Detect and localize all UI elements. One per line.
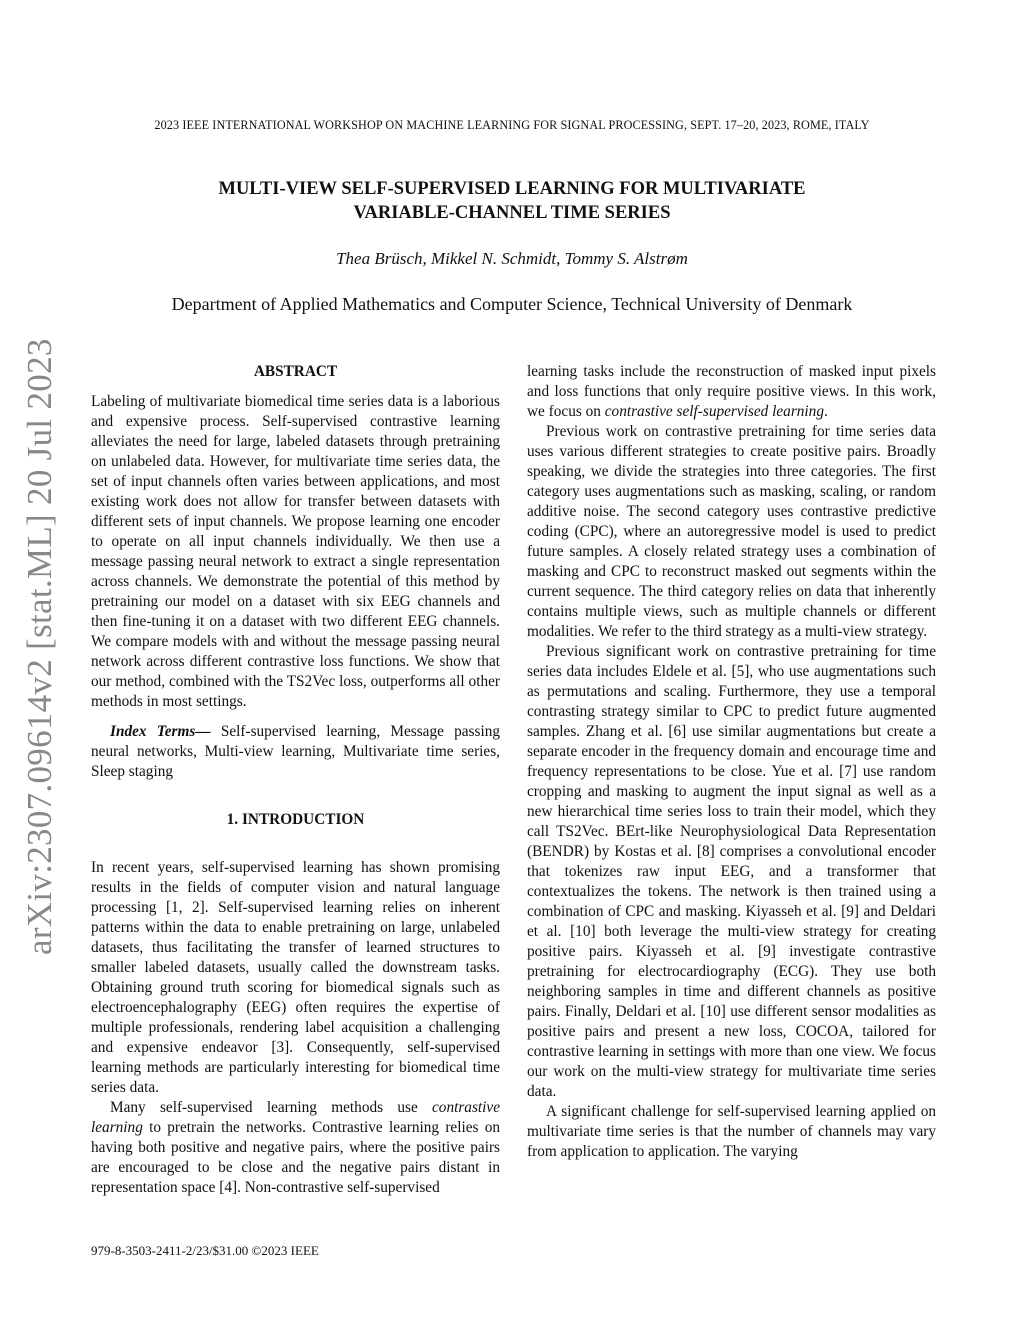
- emphasis: contrastive self-supervised learning: [604, 403, 824, 420]
- text-span: to pretrain the networks. Contrastive learning relies on having both positive and negative pairs, where the positive pairs are encouraged to be close and the negative pairs distant in representation space [4]. Non-contrastive self-supervised: [91, 1119, 500, 1196]
- conference-header: 2023 IEEE INTERNATIONAL WORKSHOP ON MACHINE LEARNING FOR SIGNAL PROCESSING, SEPT. 17–20, 2023, ROME, ITALY: [154, 118, 870, 132]
- title-line-1: MULTI-VIEW SELF-SUPERVISED LEARNING FOR MULTIVARIATE: [218, 179, 806, 199]
- index-terms-text: Self-supervised learning, Message passing neural networks, Multi-view learning, Multivariate time series, Sleep staging: [91, 723, 500, 780]
- intro-paragraph-3: [527, 362, 936, 422]
- emphasis: contrastive learning: [91, 1099, 500, 1136]
- affiliation: Department of Applied Mathematics and Computer Science, Technical University of Denmark: [171, 294, 853, 314]
- title-line-2: VARIABLE-CHANNEL TIME SERIES: [353, 203, 671, 223]
- left-column: [91, 362, 500, 1198]
- abstract-heading: ABSTRACT: [253, 363, 338, 380]
- copyright-footer: 979-8-3503-2411-2/23/$31.00 ©2023 IEEE: [91, 1243, 319, 1258]
- intro-heading: 1. INTRODUCTION: [226, 811, 365, 828]
- intro-paragraph-2: [91, 1098, 500, 1198]
- index-terms: [91, 722, 500, 782]
- paper-title: [0, 177, 1024, 225]
- text-span: learning tasks include the reconstruction of masked input pixels and loss functions that only require positive views. In this work, we focus on: [527, 363, 936, 420]
- index-terms-label: Index Terms—: [110, 723, 211, 740]
- intro-paragraph-4: Previous work on contrastive pretraining for time series data uses various different strategies to create positive pairs. Broadly speaking, we divide the strategies into three categories. The first category uses augmentations such as masking, scaling, or random additive noise. The second category uses contrastive predictive coding (CPC), where an autoregressive model is used to predict future samples. A closely related strategy uses a combination of masking and CPC to reconstruct masked out segments within the current sequence. The third category relies on data that inherently contains multiple views, such as multiple channels or different modalities. We refer to the third strategy as a multi-view strategy.: [527, 423, 936, 640]
- arxiv-stamp: arXiv:2307.09614v2 [stat.ML] 20 Jul 2023: [20, 338, 59, 955]
- abstract-text: Labeling of multivariate biomedical time series data is a laborious and expensive process. Self-supervised contrastive learning alleviates the need for large, labeled datasets through pretraining on unlabeled data. However, for multivariate time series data, the set of input channels often varies between applications, and most existing work does not allow for transfer between datasets with different sets of input channels. We propose learning one encoder to operate on all input channels individually. We then use a message passing neural network to extract a single representation across channels. We demonstrate the potential of this method by pretraining our model on a dataset with six EEG channels and then fine-tuning it on a dataset with two different EEG channels. We compare models with and without the message passing neural network across different contrastive loss functions. We show that our method, combined with the TS2Vec loss, outperforms all other methods in most settings.: [91, 393, 500, 710]
- authors: Thea Brüsch, Mikkel N. Schmidt, Tommy S. Alstrøm: [336, 249, 688, 268]
- intro-paragraph-1: In recent years, self-supervised learning has shown promising results in the fields of computer vision and natural language processing [1, 2]. Self-supervised learning relies on inherent patterns within the data to enable pretraining on large, unlabeled datasets, thus facilitating the transfer of learned structures to smaller labeled datasets, usually called the downstream tasks. Obtaining ground truth scoring for biomedical signals such as electroencephalography (EEG) often requires the expertise of multiple professionals, rendering label acquisition a challenging and expensive endeavor [3]. Consequently, self-supervised learning methods are particularly interesting for biomedical time series data.: [91, 859, 500, 1096]
- text-span: Many self-supervised learning methods use: [110, 1099, 433, 1116]
- text-span: .: [823, 403, 828, 420]
- right-column: [527, 362, 936, 1162]
- intro-paragraph-5: Previous significant work on contrastive pretraining for time series data includes Eldele et al. [5], who use augmentations such as permutations and scaling. Furthermore, they use a temporal contrasting strategy similar to CPC to predict future augmented samples. Zhang et al. [6] use similar augmentations but create a separate encoder in the frequency domain and encourage time and frequency representations to be close. Yue et al. [7] use random cropping and masking to augment the input signal as well as a new hierarchical time series loss to train their model, which they call TS2Vec. BErt-like Neurophysiological Data Representation (BENDR) by Kostas et al. [8] comprises a convolutional encoder that tokenizes raw input EEG, and a transformer that contextualizes the tokens. The network is then trained using a combination of CPC and masking. Kiyasseh et al. [9] and Deldari et al. [10] both leverage the multi-view strategy for creating positive pairs. Kiyasseh et al. [9] investigate contrastive pretraining for electrocardiography (ECG). They use both neighboring samples in time and different channels as positive pairs. Finally, Deldari et al. [10] use different sensor modalities as positive pairs and present a new loss, COCOA, tailored for contrastive learning in settings with more than one view. We focus our work on the multi-view strategy for multivariate time series data.: [527, 643, 936, 1100]
- intro-paragraph-6: A significant challenge for self-supervised learning applied on multivariate time series is that the number of channels may vary from application to application. The varying: [527, 1103, 936, 1160]
